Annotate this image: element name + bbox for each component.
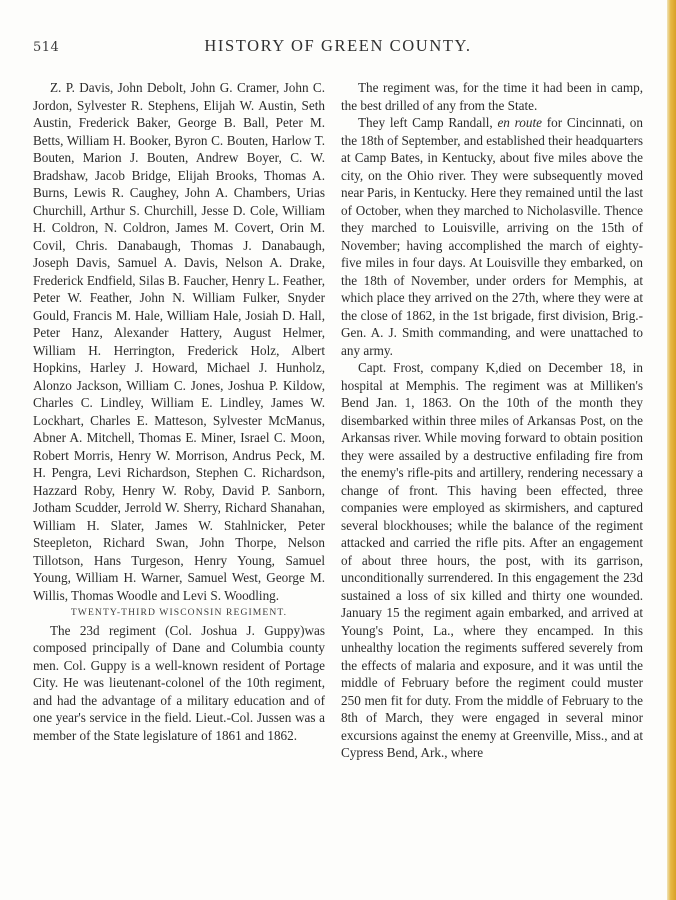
running-head: HISTORY OF GREEN COUNTY. xyxy=(204,36,472,55)
paragraph-march-start: They left Camp Randall, xyxy=(358,115,498,130)
right-column xyxy=(341,79,643,762)
paragraph-drill: The regiment was, for the time it had been in camp, the best drilled of any from the State. xyxy=(341,80,643,113)
soldier-roster: Z. P. Davis, John Debolt, John G. Cramer, John C. Jordon, Sylvester R. Stephens, Elijah W. Austin, Seth Austin, Frederick Baker, George B. Ball, Peter M. Betts, William H. Booker, Byron C. Bouten, Harlow T. Bouten, Marion J. Bouten, Andrew Boyer, C. W. Bradshaw, Jacob Bridge, Elijah Brooks, Thomas A. Burns, Lewis R. Caughey, John A. Chambers, Urias Churchill, Arthur S. Churchill, Jesse D. Cole, William H. Coldron, N. Coldron, James M. Covert, Orin M. Covil, Chris. Danabaugh, Thomas J. Danabaugh, Joseph Davis, Samuel A. Davis, Nelson A. Drake, Frederick Endfield, Silas B. Faucher, Henry L. Feather, Peter W. Feather, John N. William Fulker, Snyder Gould, Francis M. Hale, William Hale, Josiah D. Hall, Peter Hanz, Alexander Hattery, August Helmer, William H. Herrington, Frederick Holz, Albert Hopkins, Harley J. Howard, Michael J. Hunholz, Alonzo Jackson, William C. Jones, Joshua P. Kildow, Charles C. Lindley, William E. Lindley, James W. Lockhart, Charles E. Matteson, Sylvester McManus, Abner A. Mitchell, Thomas E. Miner, Israel C. Moon, Robert Morris, Henry W. Morrison, Andrus Peck, M. H. Pengra, Levi Richardson, Stephen C. Richardson, Hazzard Roby, Henry W. Roby, David P. Sanborn, Jotham Scudder, Jerrold W. Sherry, Richard Shanahan, William H. Slater, James W. Stahlnicker, Peter Steepleton, Richard Swan, John Thorpe, Nelson Tillotson, Hans Turgeson, Henry Young, Samuel Young, William H. Warner, Samuel West, George M. Willis, Thomas Woodle and Levi S. Woodling. xyxy=(33,80,325,603)
page-number: 514 xyxy=(33,40,60,55)
paragraph-march-rest: for Cincinnati, on the 18th of September, and established their headquarters at Camp Bates, in Kentucky, about five miles above the city, on the Ohio river. They were subsequently moved near Paris, in Kentucky. Here they remained until the last of October, when they marched to Nicholasville. Thence they marched to Louisville, arriving on the 15th of November; having accomplished the march of eighty-five miles in four days. At Louisville they embarked, on the 18th of November, under orders for Memphis, at which place they arrived on the 27th, where they were at the close of 1862, in the 1st brigade, first division, Brig.-Gen. A. J. Smith commanding, and were unattached to any army. xyxy=(341,115,643,358)
italic-en-route: en route xyxy=(497,115,542,130)
paragraph-arkansas-post: Capt. Frost, company K,died on December 18, in hospital at Memphis. The regiment was at Milliken's Bend Jan. 1, 1863. On the 10th of the month they disembarked within three miles of Arkansas Post, on the Arkansas river. While moving forward to obtain position they were assailed by a destructive enfilading fire from the enemy's rifle-pits and artillery, rendering necessary a change of front. This having been effected, three companies were employed as skirmishers, and captured several blockhouses; while the balance of the regiment attacked and carried the rifle pits. After an engagement of about three hours, the post, with its garrison, unconditionally surrendered. In this engagement the 23d sustained a loss of six killed and thirty one wounded. January 15 the regiment again embarked, and arrived at Young's Point, La., where they encamped. In this unhealthy location the regiments suffered severely from the effects of malaria and exposure, and it was until the middle of February before the regiment could muster 250 men fit for duty. From the middle of February to the 8th of March, they were engaged in several minor excursions against the enemy at Greenville, Miss., and at Cypress Bend, Ark., where xyxy=(341,360,643,760)
section-heading: TWENTY-THIRD WISCONSIN REGIMENT. xyxy=(70,607,288,618)
regiment-intro-paragraph: The 23d regiment (Col. Joshua J. Guppy)was composed principally of Dane and Columbia county men. Col. Guppy is a well-known resident of Portage City. He was lieutenant-colonel of the 10th regiment, and had the advantage of a military education and of one year's service in the field. Lieut.-Col. Jussen was a member of the State legislature of 1861 and 1862. xyxy=(33,622,325,743)
left-column xyxy=(33,79,325,744)
page-edge-binding xyxy=(667,0,676,900)
paragraph-march xyxy=(341,114,643,359)
